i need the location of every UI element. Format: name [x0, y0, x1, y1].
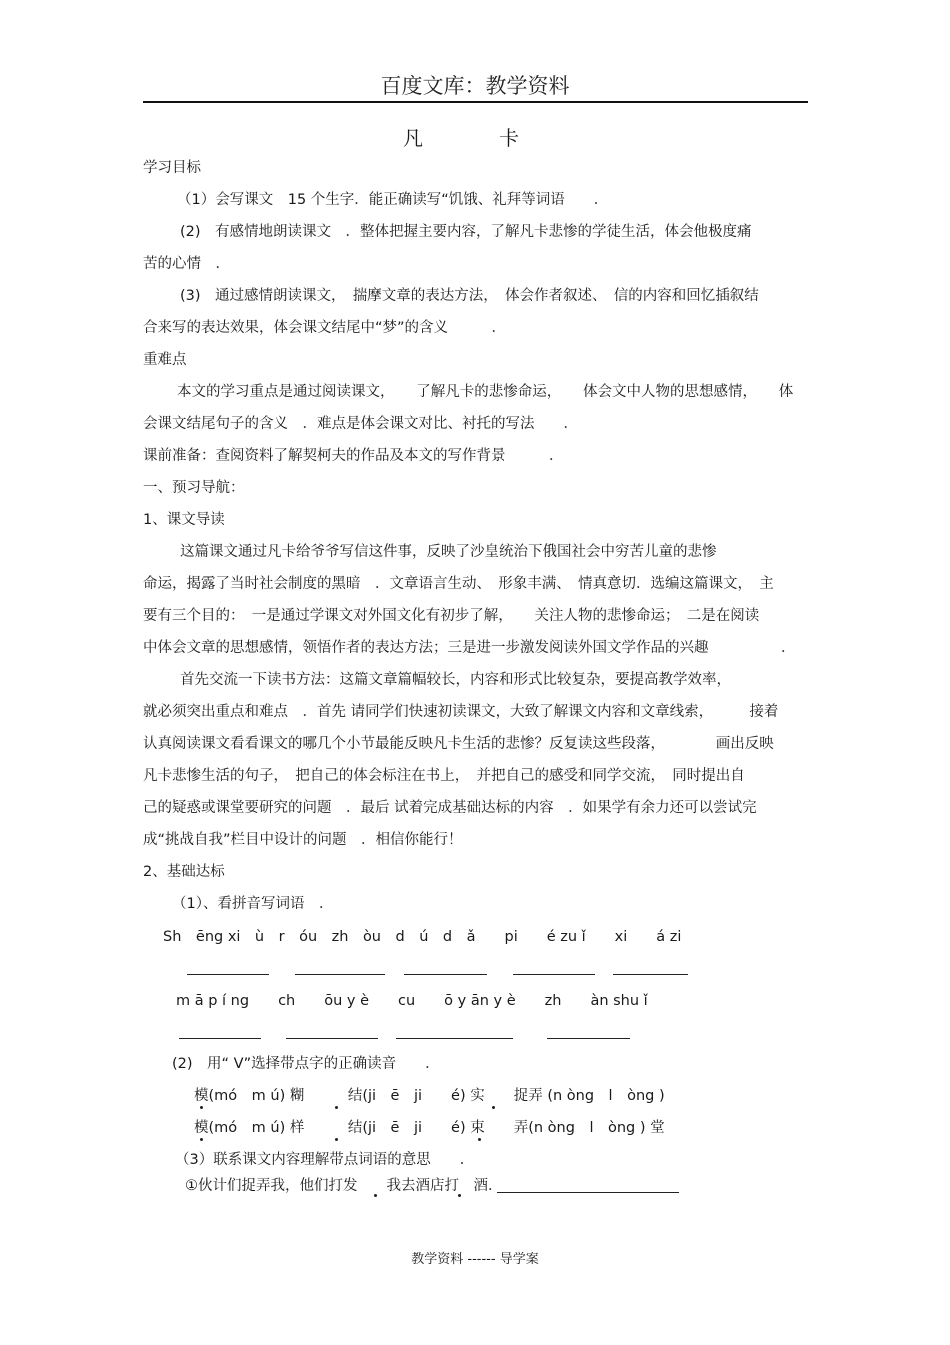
objective-3-line-1: (3) 通过感情朗读课文， 揣摩文章的表达方法， 体会作者叙述、 信的内容和回忆插叙结: [180, 288, 759, 304]
pinyin-row-2: m ā p í ng ch ōu y è cu ō y ān y è zh àn shu ǐ: [176, 993, 648, 1009]
answer-blank[interactable]: [286, 1038, 378, 1039]
key-points-line-2: 会课文结尾句子的含义 ．难点是体会课文对比、衬托的写法 ．: [143, 416, 578, 432]
emphasis-dot: [374, 1194, 377, 1197]
question-2: (2) 用“ V”选择带点字的正确读音 ．: [172, 1056, 440, 1072]
document-title: 凡 卡: [403, 126, 547, 150]
page-footer: 教学资料 ------ 导学案: [411, 1252, 539, 1267]
emphasis-dot: [492, 1106, 495, 1109]
answer-blank[interactable]: [404, 974, 487, 975]
paragraph-2-line-1: 首先交流一下读书方法：这篇文章篇幅较长，内容和形式比较复杂，要提高教学效率，: [180, 672, 731, 688]
pinyin-row-1: Sh ēng xi ù r óu zh òu d ú d ǎ pi é zu ǐ xi á zi: [163, 929, 682, 945]
answer-blank[interactable]: [396, 1038, 513, 1039]
emphasis-dot: [335, 1106, 338, 1109]
answer-blank[interactable]: [187, 974, 269, 975]
objective-1: （1）会写课文 15 个生字．能正确读写“饥饿、礼拜等词语 ．: [177, 192, 609, 208]
emphasis-dot: [200, 1138, 203, 1141]
part-1-heading: 一、预习导航：: [143, 480, 245, 496]
answer-blank[interactable]: [179, 1038, 261, 1039]
objective-3-line-2: 合来写的表达效果，体会课文结尾中“梦”的含义 ．: [143, 320, 507, 336]
paragraph-2-line-5: 己的疑惑或课堂要研究的问题 ．最后 试着完成基础达标的内容 ．如果学有余力还可以尝试完: [143, 800, 757, 816]
answer-blank[interactable]: [497, 1192, 679, 1193]
preparation: 课前准备：查阅资料了解契柯夫的作品及本文的写作背景 ．: [143, 448, 564, 464]
subsection-1-heading: 1、课文导读: [143, 512, 225, 528]
paragraph-2-line-3: 认真阅读课文看看课文的哪几个小节最能反映凡卡生活的悲惨？反复读这些段落， 画出反映: [143, 736, 774, 752]
question-3-item-1: ①伙计们捉弄我，他们打发 我去酒店打 酒．: [185, 1178, 503, 1194]
question-3: （3）联系课文内容理解带点词语的意思 ．: [175, 1152, 475, 1168]
header-divider: [143, 101, 808, 103]
question-2-row-1: 模(mó m ú) 糊 结(ji ē ji é) 实 捉弄 (n òng l òng ): [194, 1088, 665, 1104]
paragraph-2-line-4: 凡卡悲惨生活的句子， 把自己的体会标注在书上， 并把自己的感受和同学交流， 同时提出自: [143, 768, 745, 784]
objectives-heading: 学习目标: [143, 160, 201, 176]
answer-blank[interactable]: [547, 1038, 630, 1039]
objective-2-line-1: (2) 有感情地朗读课文 ．整体把握主要内容，了解凡卡悲惨的学徒生活，体会他极度痛: [180, 224, 752, 240]
paragraph-1-line-1: 这篇课文通过凡卡给爷爷写信这件事，反映了沙皇统治下俄国社会中穷苦儿童的悲惨: [180, 544, 717, 560]
answer-blank[interactable]: [295, 974, 385, 975]
subsection-2-heading: 2、基础达标: [143, 864, 225, 880]
emphasis-dot: [200, 1106, 203, 1109]
paragraph-2-line-2: 就必须突出重点和难点 ．首先 请同学们快速初读课文，大致了解课文内容和文章线索， 接着: [143, 704, 779, 720]
objective-2-line-2: 苦的心情 ．: [143, 256, 230, 272]
key-points-line-1: 本文的学习重点是通过阅读课文， 了解凡卡的悲惨命运， 体会文中人物的思想感情， 体: [177, 384, 794, 400]
paragraph-1-line-3: 要有三个目的： 一是通过学课文对外国文化有初步了解， 关注人物的悲惨命运； 二是在阅读: [143, 608, 760, 624]
paragraph-1-line-4: 中体会文章的思想感情，领悟作者的表达方法；三是进一步激发阅读外国文学作品的兴趣 ．: [143, 640, 796, 656]
emphasis-dot: [458, 1194, 461, 1197]
paragraph-1-line-2: 命运，揭露了当时社会制度的黑暗 ．文章语言生动、 形象丰满、 情真意切．选编这篇课文， 主: [143, 576, 774, 592]
header-title: 百度文库：教学资料: [380, 74, 570, 98]
question-2-row-2: 模(mó m ú) 样 结(ji ē ji é) 束 弄(n òng l òng ) 堂: [194, 1120, 665, 1136]
question-1: （1）、看拼音写词语 ．: [172, 896, 334, 912]
emphasis-dot: [478, 1138, 481, 1141]
paragraph-2-line-6: 成“挑战自我”栏目中设计的问题 ．相信你能行！: [143, 832, 463, 848]
key-points-heading: 重难点: [143, 352, 187, 368]
answer-blank[interactable]: [513, 974, 595, 975]
answer-blank[interactable]: [613, 974, 688, 975]
emphasis-dot: [335, 1138, 338, 1141]
